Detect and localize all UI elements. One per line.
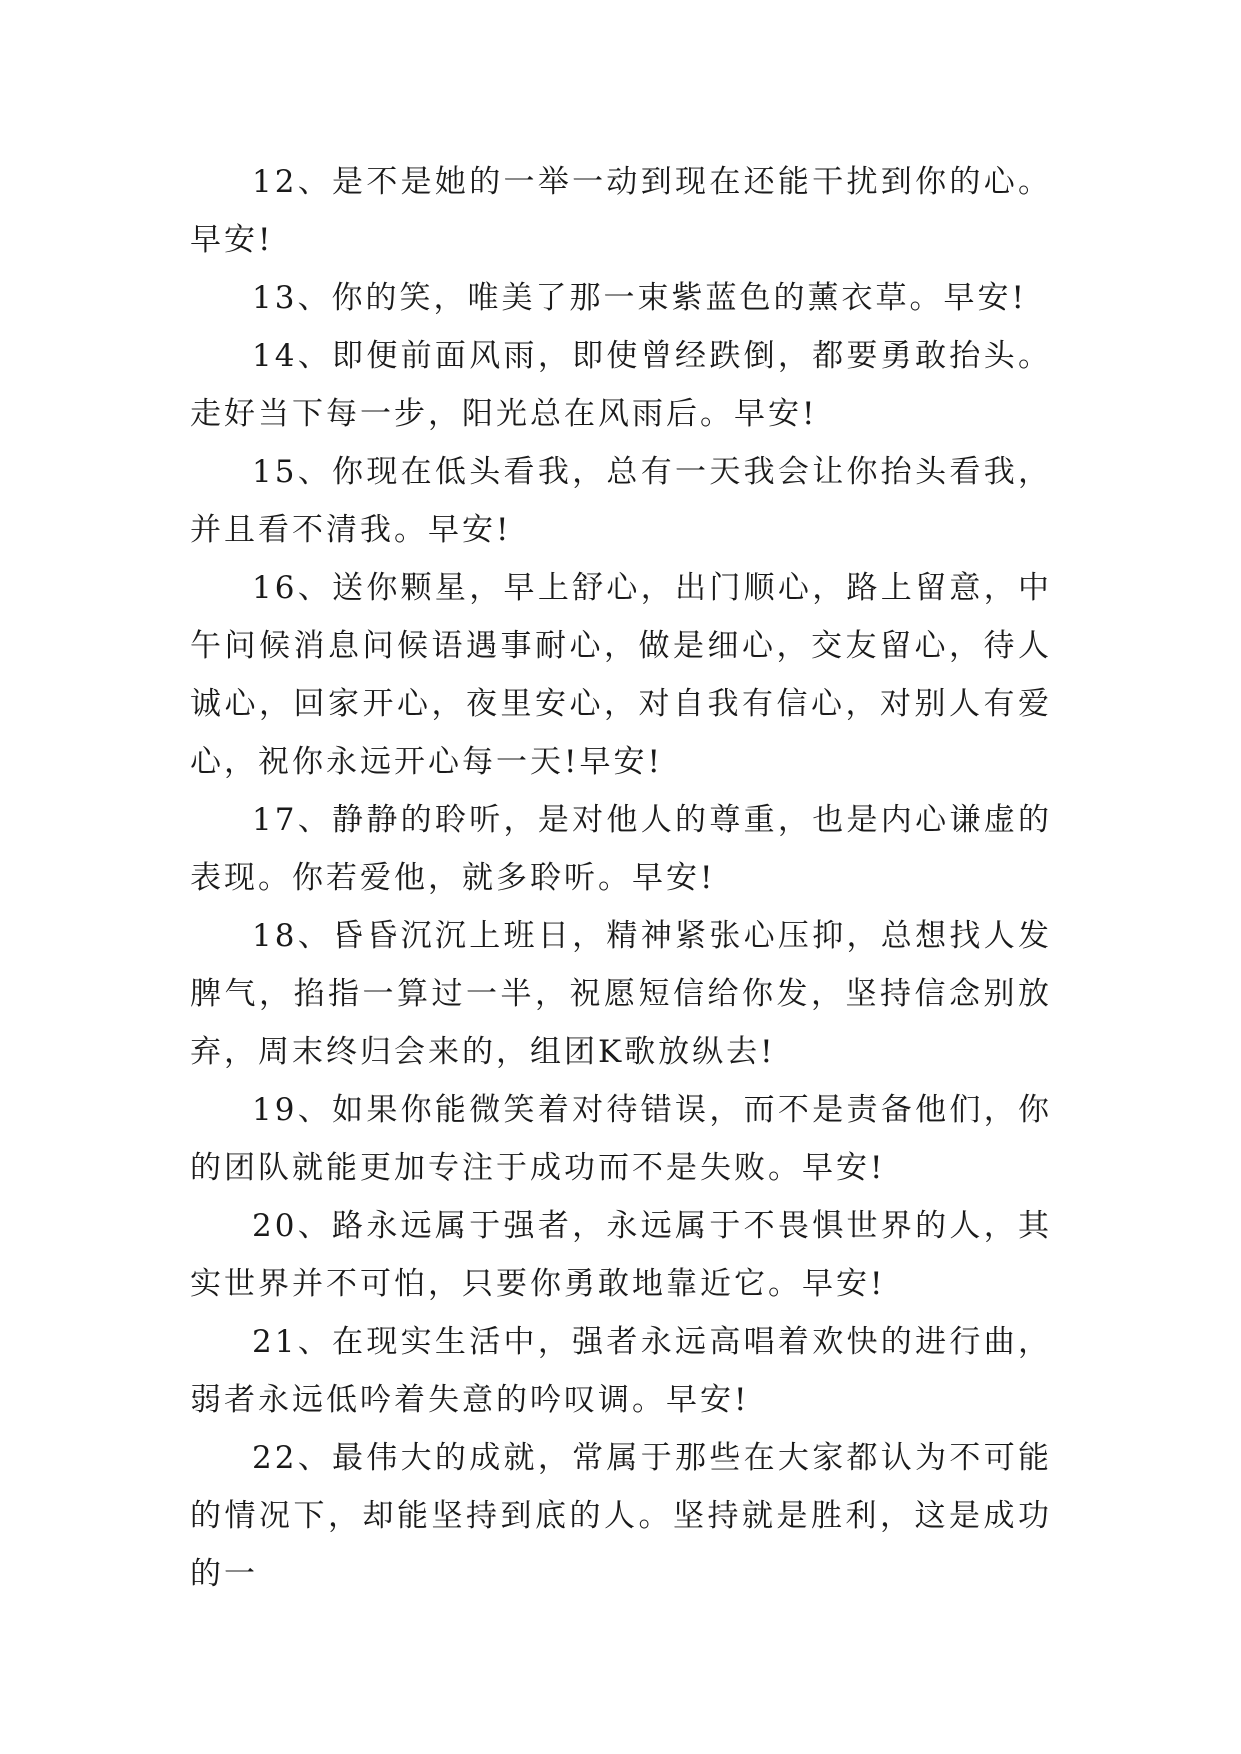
paragraph-19: 19、如果你能微笑着对待错误，而不是责备他们，你的团队就能更加专注于成功而不是失败。早安! — [190, 1092, 1052, 1186]
paragraph-17: 17、静静的聆听，是对他人的尊重，也是内心谦虚的表现。你若爱他，就多聆听。早安! — [190, 802, 1052, 896]
paragraph-20: 20、路永远属于强者，永远属于不畏惧世界的人，其实世界并不可怕，只要你勇敢地靠近它。早安! — [190, 1208, 1052, 1302]
paragraph-15: 15、你现在低头看我，总有一天我会让你抬头看我，并且看不清我。早安! — [190, 454, 1052, 548]
paragraph-16: 16、送你颗星，早上舒心，出门顺心，路上留意，中午问候消息问候语遇事耐心，做是细心，交友留心，待人诚心，回家开心，夜里安心，对自我有信心，对别人有爱心，祝你永远开心每一天!早安! — [190, 570, 1052, 780]
paragraph-21: 21、在现实生活中，强者永远高唱着欢快的进行曲，弱者永远低吟着失意的吟叹调。早安! — [190, 1324, 1052, 1418]
paragraph-22: 22、最伟大的成就，常属于那些在大家都认为不可能的情况下，却能坚持到底的人。坚持就是胜利，这是成功的一 — [190, 1440, 1052, 1592]
paragraph-12: 12、是不是她的一举一动到现在还能干扰到你的心。早安! — [190, 164, 1052, 258]
paragraph-13: 13、你的笑，唯美了那一束紫蓝色的薰衣草。早安! — [252, 280, 1027, 316]
paragraph-14: 14、即便前面风雨，即使曾经跌倒，都要勇敢抬头。走好当下每一步，阳光总在风雨后。早安! — [190, 338, 1052, 432]
paragraph-18: 18、昏昏沉沉上班日，精神紧张心压抑，总想找人发脾气，掐指一算过一半，祝愿短信给你发，坚持信念别放弃，周末终归会来的，组团K歌放纵去! — [190, 918, 1052, 1070]
document-body — [190, 153, 1052, 1603]
